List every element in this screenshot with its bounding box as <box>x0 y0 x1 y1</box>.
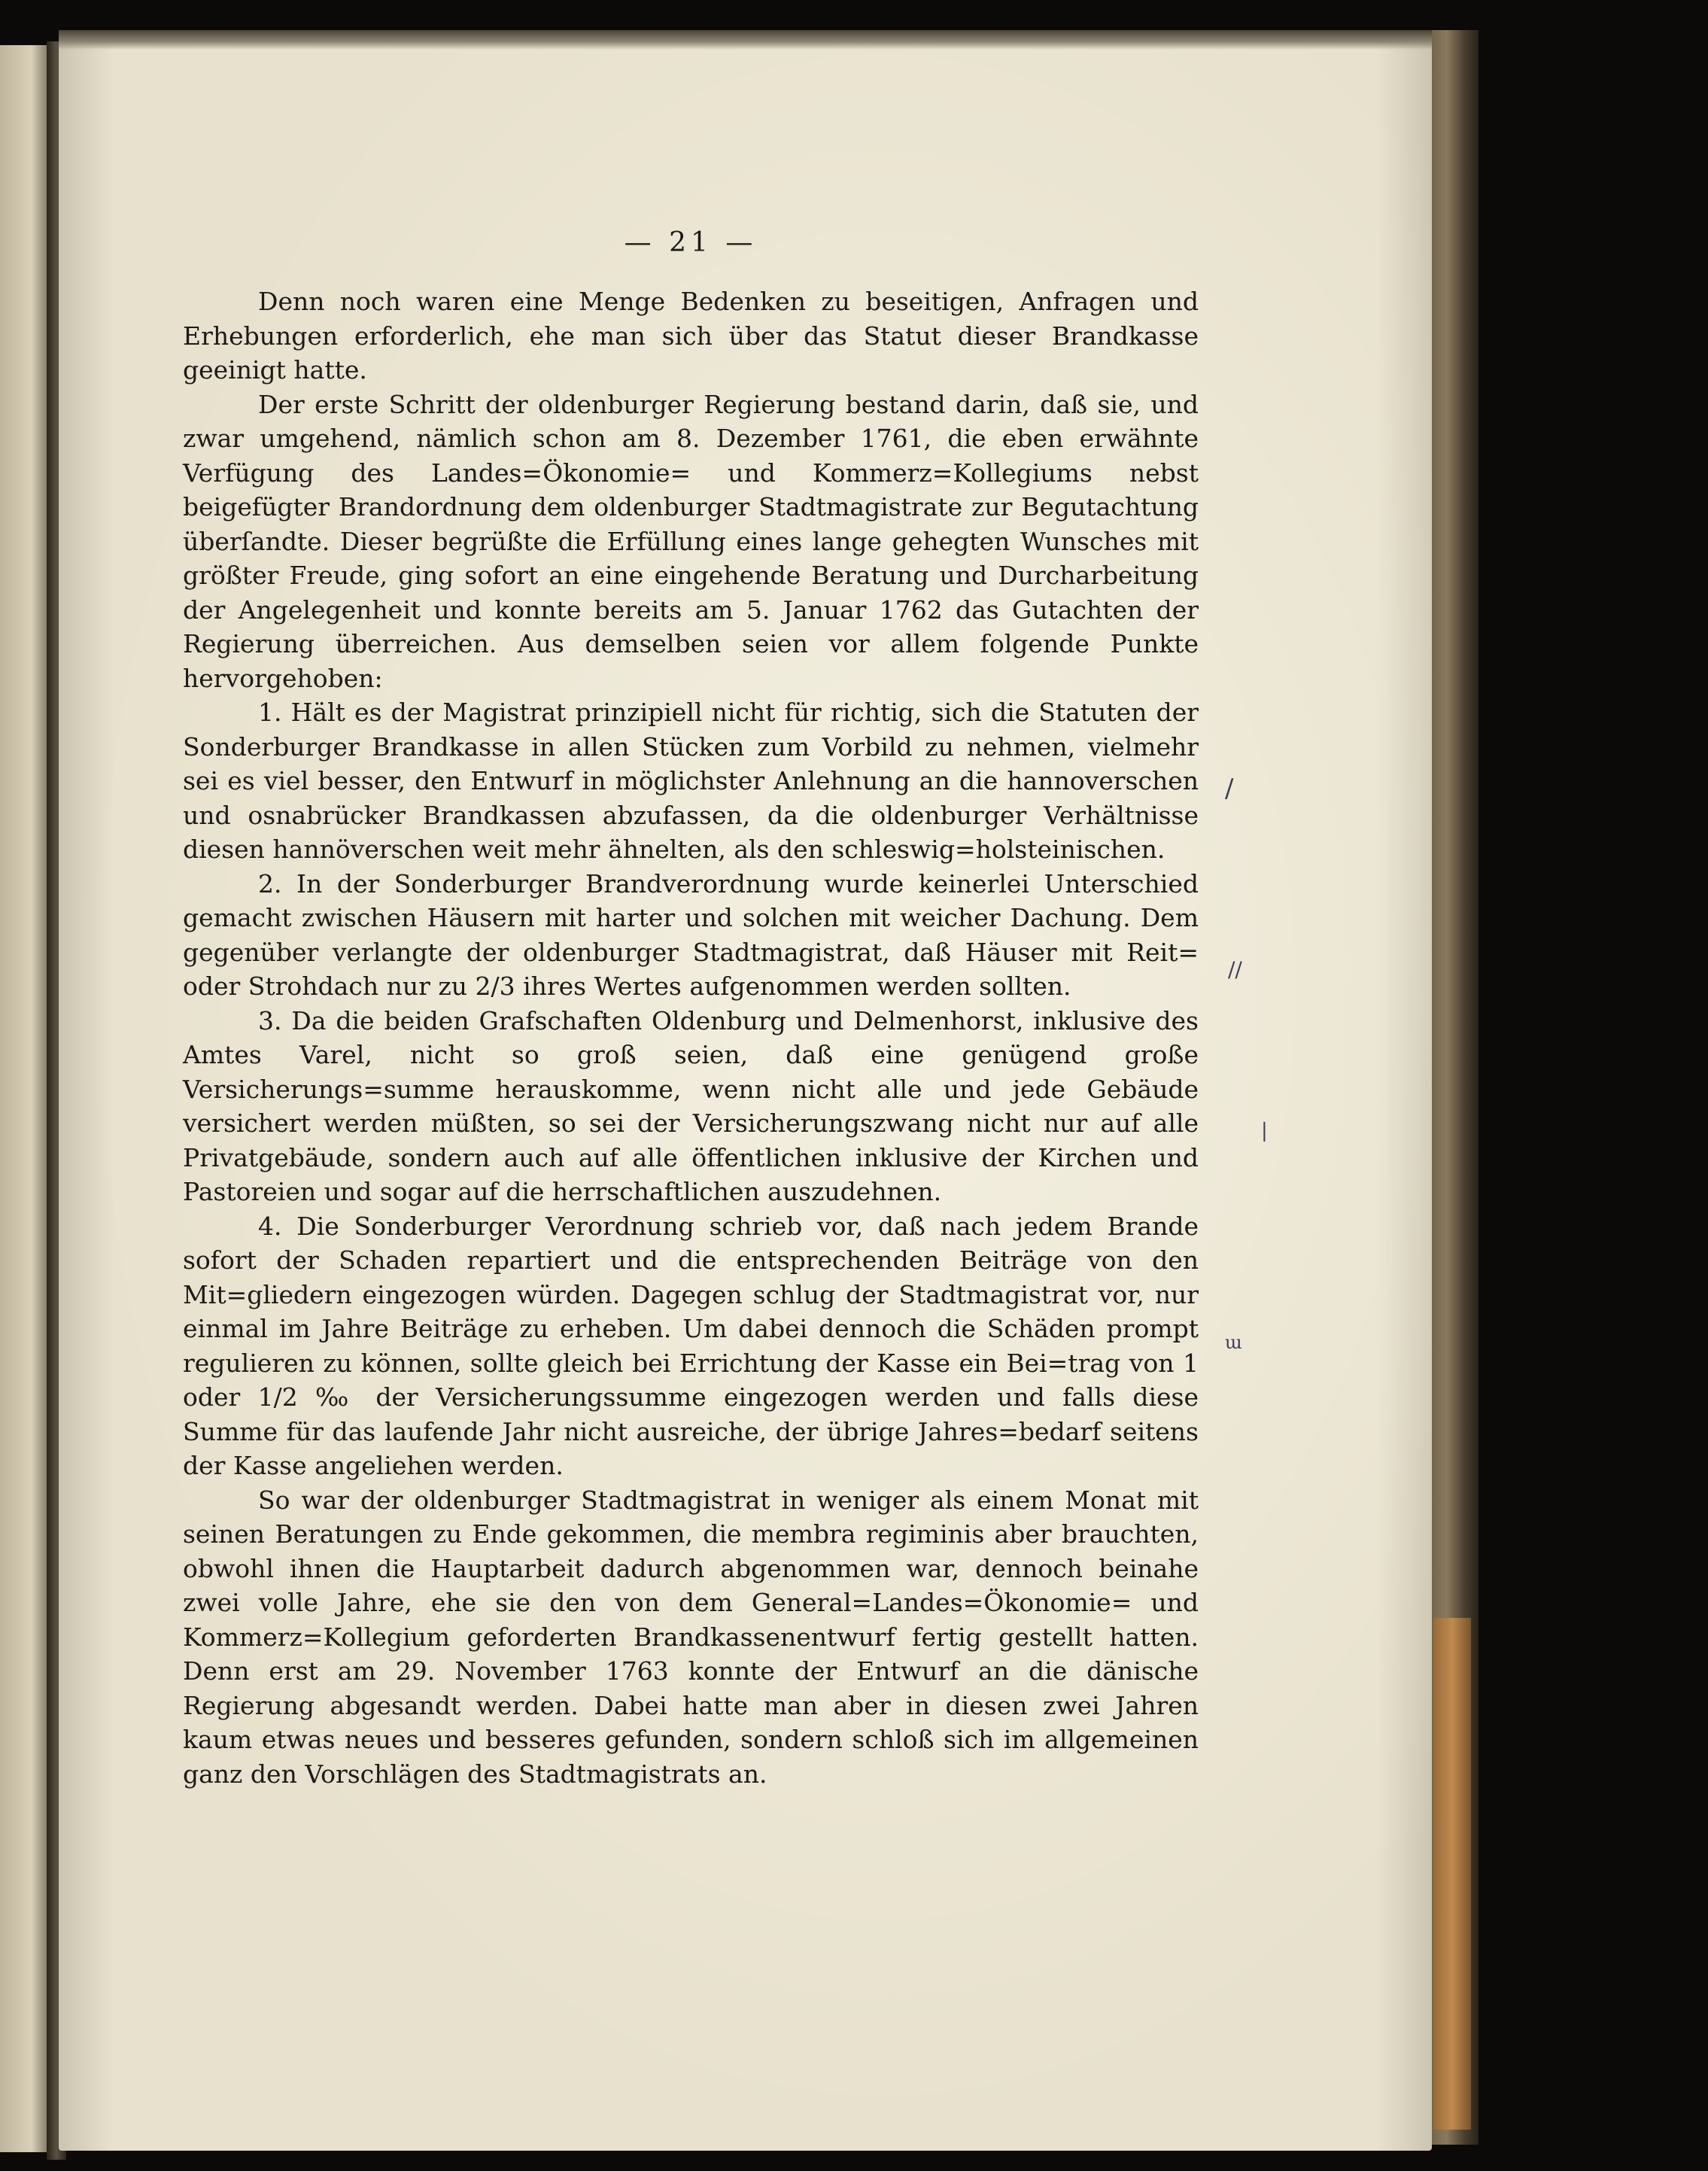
paragraph-conclusion: So war der oldenburger Stadtmagistrat in weniger als einem Monat mit seinen Beratungen zu Ende gekommen, die membra regiminis aber brauchten, obwohl ihnen die Hauptarbeit dadurch abgenommen war, dennoch beinahe zwei volle Jahre, ehe sie den von dem General=Landes=Ökonomie= und Kommerz=Kollegium geforderten Brandkassenentwurf fertig gestellt hatten. Denn erst am 29. November 1763 konnte der Entwurf an die dänische Regierung abgesandt werden. Dabei hatte man aber in diesen zwei Jahren kaum etwas neues und besseres gefunden, sondern schloß sich im allgemeinen ganz den Vorschlägen des Stadtmagistrats an. <box>183 1485 1199 1789</box>
pencil-margin-mark: // <box>1228 957 1242 982</box>
paragraph-point-2: 2. In der Sonderburger Brandverordnung wurde keinerlei Unterschied gemacht zwischen Häusern mit harter und solchen mit weicher Dachung. Dem gegenüber verlangte der oldenburger Stadtmagistrat, daß Häuser mit Reit= oder Strohdach nur zu 2/3 ihres Wertes aufgenommen werden sollten. <box>183 868 1199 1001</box>
page-body <box>183 284 1199 1791</box>
cover-leather-wear <box>1433 1618 1471 2130</box>
facing-page-edge <box>0 45 53 2152</box>
page-number: — 21 — <box>624 227 758 258</box>
paragraph-first-step: Der erste Schritt der oldenburger Regierung bestand darin, daß sie, und zwar umgehend, nämlich schon am 8. Dezember 1761, die eben erwähnte Verfügung des Landes=Ökonomie= und Kommerz=Kollegiums nebst beigefügter Brandordnung dem oldenburger Stadtmagistrate zur Begutachtung überſandte. Dieser begrüßte die Erfüllung eines lange gehegten Wunsches mit größter Freude, ging sofort an eine eingehende Beratung und Durcharbeitung der Angelegenheit und konnte bereits am 5. Januar 1762 das Gutachten der Regierung überreichen. Aus demselben seien vor allem folgende Punkte hervorgehoben: <box>183 389 1199 693</box>
paragraph-point-1: 1. Hält es der Magistrat prinzipiell nicht für richtig, sich die Statuten der Sonderburger Brandkasse in allen Stücken zum Vorbild zu nehmen, vielmehr sei es viel besser, den Entwurf in möglichster Anlehnung an die hannoverschen und osnabrücker Brandkassen abzufassen, da die oldenburger Verhältnisse diesen hannöverschen weit mehr ähnelten, als den schleswig=holsteinischen. <box>183 698 1199 864</box>
page-top-wear <box>59 30 1432 50</box>
pencil-margin-mark: | <box>1261 1120 1268 1142</box>
paragraph-intro: Denn noch waren eine Menge Bedenken zu beseitigen, Anfragen und Erhebungen erforderlich, ehe man sich über das Statut dieser Brandkasse geeinigt hatte. <box>183 287 1199 385</box>
pencil-margin-mark: / <box>1225 774 1234 804</box>
pencil-margin-mark: ɯ <box>1225 1332 1242 1353</box>
paragraph-point-4: 4. Die Sonderburger Verordnung schrieb vor, daß nach jedem Brande sofort der Schaden repartiert und die entsprechenden Beiträge von den Mit=gliedern eingezogen würden. Dagegen schlug der Stadtmagistrat vor, nur einmal im Jahre Beiträge zu erheben. Um dabei dennoch die Schäden prompt regulieren zu können, sollte gleich bei Errichtung der Kasse ein Bei=trag von 1 oder 1/2 ‰ der Versicherungssumme eingezogen werden und falls diese Summe für das laufende Jahr nicht ausreiche, der übrige Jahres=bedarf seitens der Kasse angeliehen werden. <box>183 1211 1199 1480</box>
paragraph-point-3: 3. Da die beiden Grafschaften Oldenburg und Delmenhorst, inklusive des Amtes Varel, nicht so groß seien, daß eine genügend große Versicherungs=summe herauskomme, wenn nicht alle und jede Gebäude versichert werden müßten, so sei der Versicherungszwang nicht nur auf alle Privatgebäude, sondern auch auf alle öffentlichen inklusive der Kirchen und Pastoreien und sogar auf die herrschaftlichen auszudehnen. <box>183 1005 1199 1206</box>
